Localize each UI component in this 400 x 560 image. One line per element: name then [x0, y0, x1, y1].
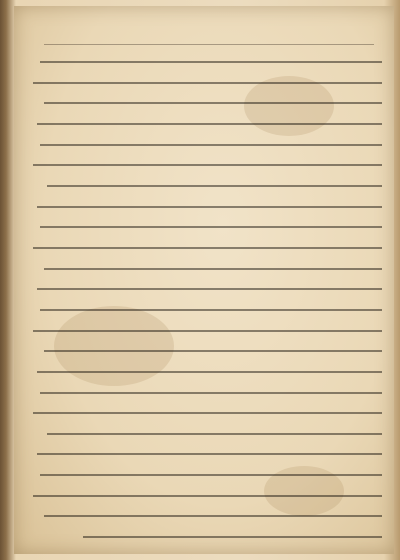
- text-line: [26, 217, 382, 238]
- text-line: [26, 93, 382, 114]
- text-line: [26, 197, 382, 218]
- text-line: [26, 403, 382, 424]
- ink-trace: [40, 392, 382, 394]
- text-line: [26, 383, 382, 404]
- text-line: [26, 341, 382, 362]
- ink-trace: [33, 412, 382, 414]
- text-line: [26, 527, 382, 548]
- text-line: [26, 73, 382, 94]
- ink-trace: [37, 123, 382, 125]
- text-line: [26, 114, 382, 135]
- text-line: [26, 424, 382, 445]
- ink-trace: [47, 185, 382, 187]
- manuscript-body: [26, 52, 382, 548]
- text-line: [26, 300, 382, 321]
- text-line: [26, 238, 382, 259]
- ink-trace: [44, 515, 382, 517]
- text-line: [26, 444, 382, 465]
- ink-trace: [40, 144, 382, 146]
- ink-trace: [33, 330, 382, 332]
- ink-trace: [83, 536, 382, 538]
- ink-trace: [40, 309, 382, 311]
- ink-trace: [33, 495, 382, 497]
- ink-trace: [40, 474, 382, 476]
- ink-trace: [47, 433, 382, 435]
- manuscript-page: [14, 6, 394, 554]
- text-line: [26, 52, 382, 73]
- text-line: [26, 176, 382, 197]
- ink-trace: [44, 102, 382, 104]
- ink-trace: [37, 288, 382, 290]
- ink-trace: [37, 453, 382, 455]
- text-line: [26, 506, 382, 527]
- text-line: [26, 155, 382, 176]
- text-line: [26, 279, 382, 300]
- ink-trace: [40, 226, 382, 228]
- text-line: [26, 486, 382, 507]
- ink-trace: [33, 82, 382, 84]
- text-line: [26, 321, 382, 342]
- ink-trace: [40, 61, 382, 63]
- ink-trace: [37, 371, 382, 373]
- ink-trace: [33, 164, 382, 166]
- text-line: [26, 362, 382, 383]
- ink-trace: [33, 247, 382, 249]
- ink-trace: [44, 268, 382, 270]
- text-line: [26, 135, 382, 156]
- ink-trace: [44, 350, 382, 352]
- text-line: [26, 465, 382, 486]
- ink-trace: [37, 206, 382, 208]
- text-line: [26, 259, 382, 280]
- heading-line: [44, 14, 374, 45]
